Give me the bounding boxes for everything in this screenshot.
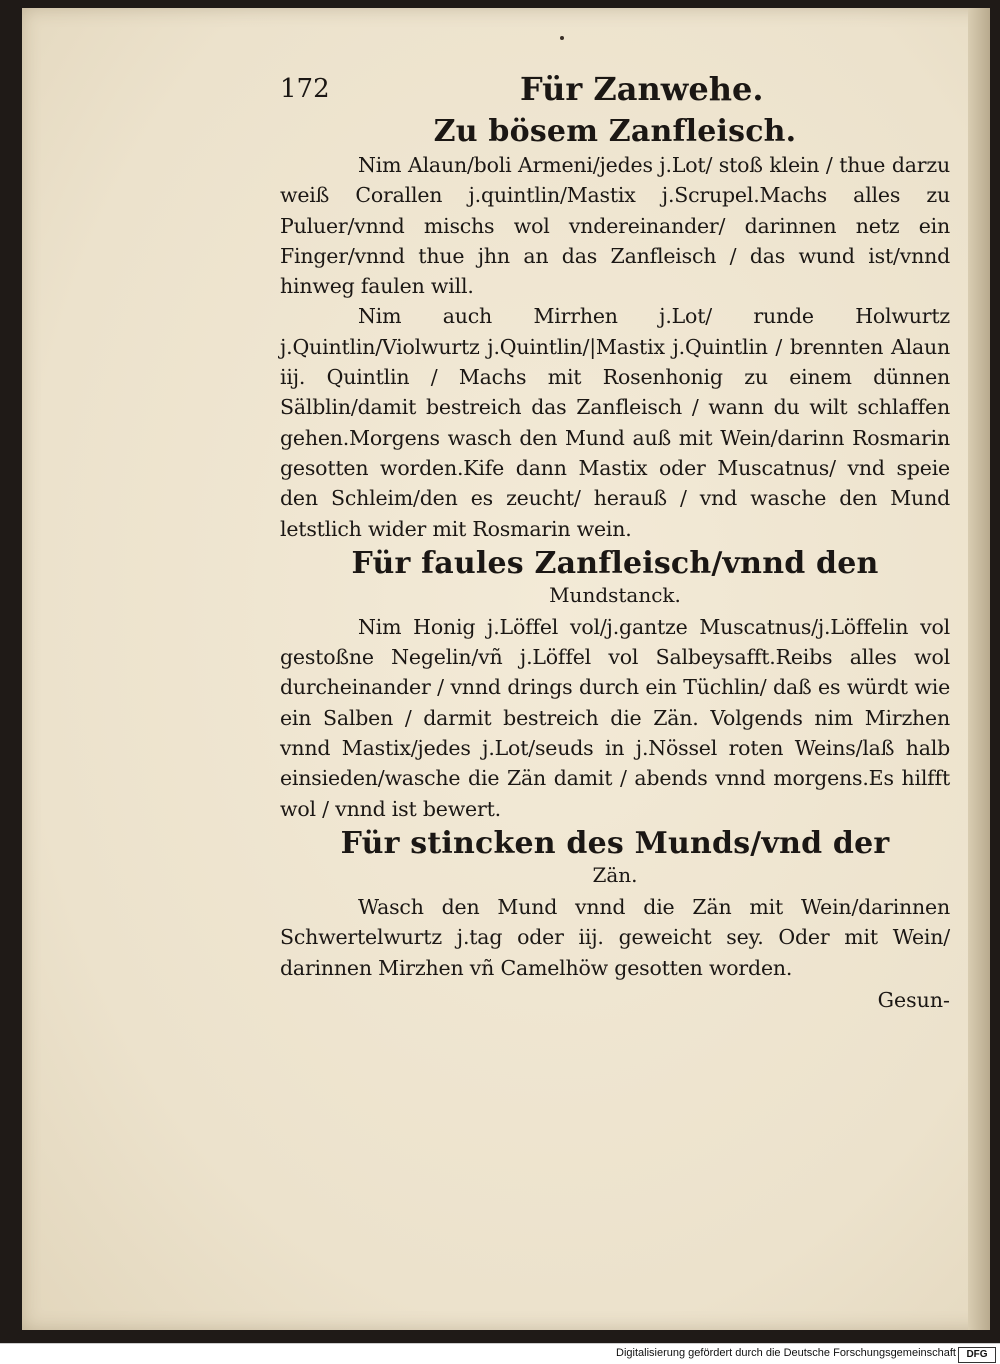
section: [280, 826, 950, 983]
funding-credit: Digitalisierung gefördert durch die Deutsche Forschungsgemeinschaft: [616, 1347, 956, 1359]
paragraph: Nim Honig j.Löffel vol/j.gantze Muscatnus/j.Löffelin vol gestoßne Negelin/vñ j.Löffel vol Salbeysafft.Reibs alles wol durcheinander / vnnd drings durch ein Tüchlin/ daß es würdt wie ein Salben / darmit bestreich die Zän. Volgends nim Mirzhen vnnd Mastix/jedes j.Lot/seuds in j.Nössel roten Weins/laß halb einsieden/wasche die Zän damit / abends vnnd morgens.Es hilfft wol / vnnd ist bewert.: [280, 614, 950, 821]
section-subheading: Zän.: [592, 862, 638, 887]
ink-speck: [560, 36, 564, 40]
section-heading: Zu bösem Zanfleisch.: [433, 114, 797, 149]
page-gutter: [968, 8, 990, 1330]
text-block: [280, 70, 950, 1015]
book-page: [22, 8, 990, 1330]
paragraph: Wasch den Mund vnnd die Zän mit Wein/darinnen Schwertelwurtz j.tag oder iij. geweicht sey. Oder mit Wein/ darinnen Mirzhen vñ Camelhöw gesotten worden.: [280, 894, 950, 980]
section-subheading: Mundstanck.: [549, 582, 681, 607]
section-heading: Für stincken des Munds/vnd der: [340, 825, 890, 861]
section: [280, 546, 950, 824]
catchword: Gesun-: [877, 987, 950, 1012]
section-heading: Für faules Zanfleisch/vnnd den: [351, 545, 879, 581]
page-header: [280, 70, 950, 112]
footer-bar: [0, 1343, 1000, 1364]
paragraph: Nim auch Mirrhen j.Lot/ runde Holwurtz j.Quintlin/Violwurtz j.Quintlin/|Mastix j.Quintlin / brennten Alaun iij. Quintlin / Machs mit Rosenhonig zu einem dünnen Sälblin/damit bestreich das Zanfleisch / wann du wilt schlaffen gehen.Morgens wasch den Mund auß mit Wein/darinn Rosmarin gesotten worden.Kife dann Mastix oder Muscatnus/ vnd speie den Schleim/den es zeucht/ herauß / vnd wasche den Mund letstlich wider mit Rosmarin wein.: [280, 304, 950, 541]
section: [280, 114, 950, 544]
paragraph: Nim Alaun/boli Armeni/jedes j.Lot/ stoß klein / thue darzu weiß Corallen j.quintlin/Mastix j.Scrupel.Machs alles zu Puluer/vnnd mischs wol vndereinander/ darinnen netz ein Finger/vnnd thue jhn an das Zanfleisch / das wund ist/vnnd hinweg faulen will.: [280, 153, 950, 299]
page-number: 172: [280, 74, 330, 104]
running-title: Für Zanwehe.: [520, 70, 764, 108]
dfg-logo: DFG: [958, 1347, 996, 1363]
